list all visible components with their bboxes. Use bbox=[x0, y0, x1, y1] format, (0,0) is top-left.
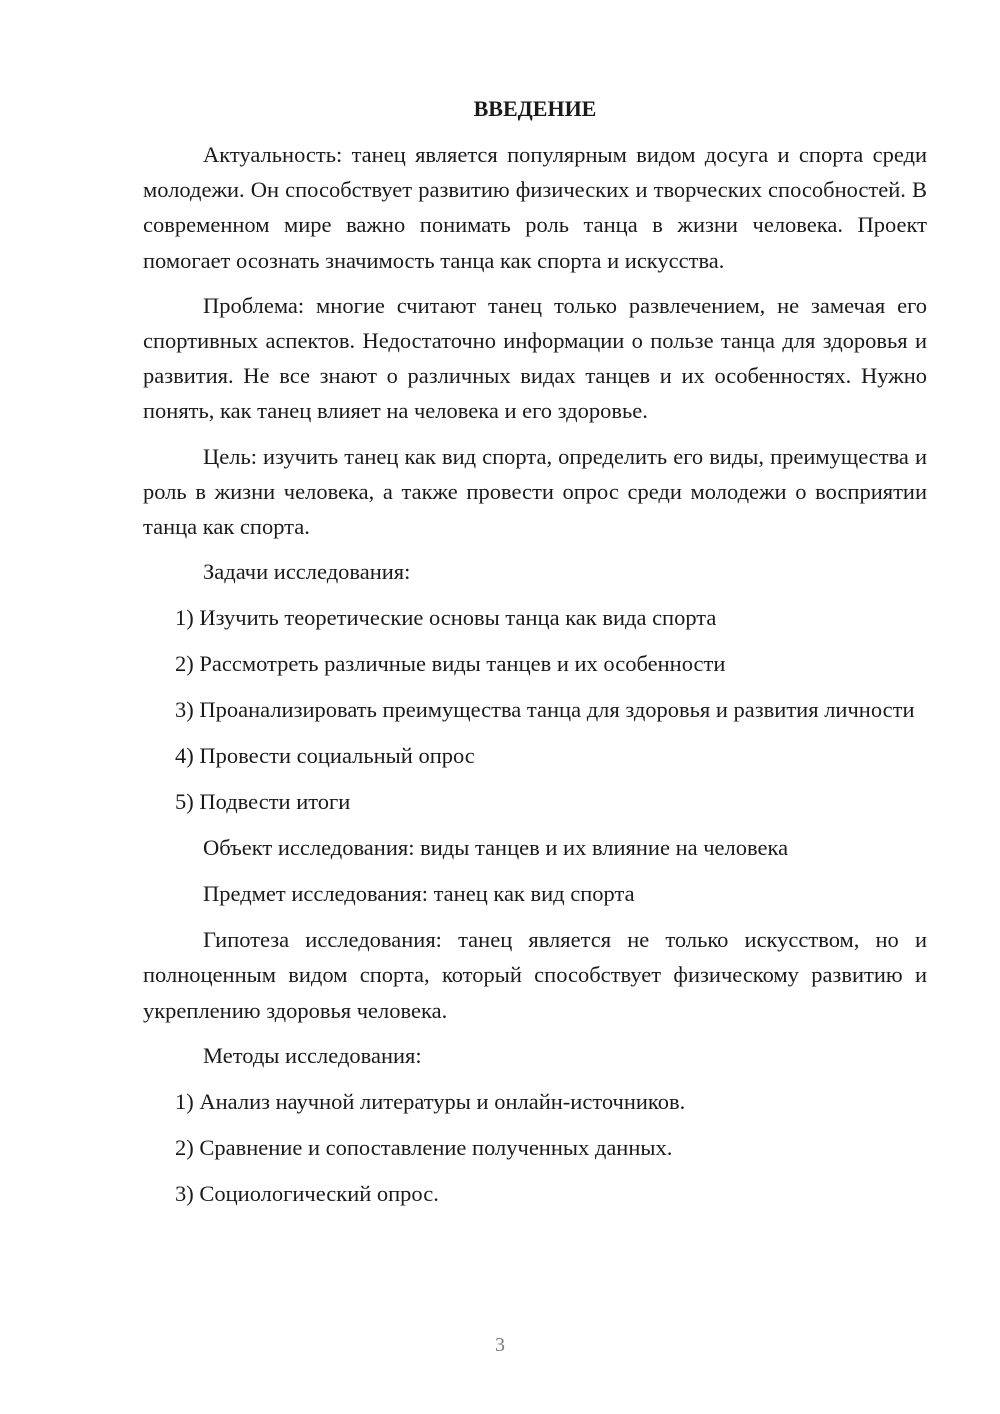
document-page bbox=[143, 92, 927, 1222]
task-item: 4) Провести социальный опрос bbox=[175, 743, 475, 769]
method-item: 1) Анализ научной литературы и онлайн-источников. bbox=[175, 1088, 686, 1114]
task-item: 1) Изучить теоретические основы танца как вида спорта bbox=[175, 605, 717, 631]
method-item: 3) Социологический опрос. bbox=[175, 1180, 439, 1206]
task-item: 5) Подвести итоги bbox=[175, 789, 351, 815]
problem-paragraph: Проблема: многие считают танец только развлечением, не замечая его спортивных аспектов. Недостаточно информации о пользе танца для здоровья и развития. Не все знают о различных видах танцев и их особенностях. Нужно понять, как танец влияет на человека и его здоровье. bbox=[143, 292, 927, 424]
method-item: 2) Сравнение и сопоставление полученных данных. bbox=[175, 1134, 673, 1160]
object-line: Объект исследования: виды танцев и их влияние на человека bbox=[203, 835, 789, 861]
relevance-paragraph: Актуальность: танец является популярным видом досуга и спорта среди молодежи. Он способствует развитию физических и творческих способностей. В современном мире важно понимать роль танца в жизни человека. Проект помогает осознать значимость танца как спорта и искусства. bbox=[143, 142, 927, 273]
subject-line: Предмет исследования: танец как вид спорта bbox=[203, 881, 635, 907]
tasks-heading: Задачи исследования: bbox=[203, 559, 411, 585]
page-title: ВВЕДЕНИЕ bbox=[473, 96, 597, 121]
goal-paragraph: Цель: изучить танец как вид спорта, определить его виды, преимущества и роль в жизни человека, а также провести опрос среди молодежи о восприятии танца как спорта. bbox=[143, 443, 927, 540]
task-item: 3) Проанализировать преимущества танца для здоровья и развития личности bbox=[175, 697, 915, 723]
hypothesis-paragraph: Гипотеза исследования: танец является не только искусством, но и полноценным видом спорта, который способствует физическому развитию и укреплению здоровья человека. bbox=[143, 927, 927, 1023]
page-number: 3 bbox=[495, 1334, 505, 1356]
methods-heading: Методы исследования: bbox=[203, 1042, 422, 1068]
task-item: 2) Рассмотреть различные виды танцев и их особенности bbox=[175, 651, 726, 677]
